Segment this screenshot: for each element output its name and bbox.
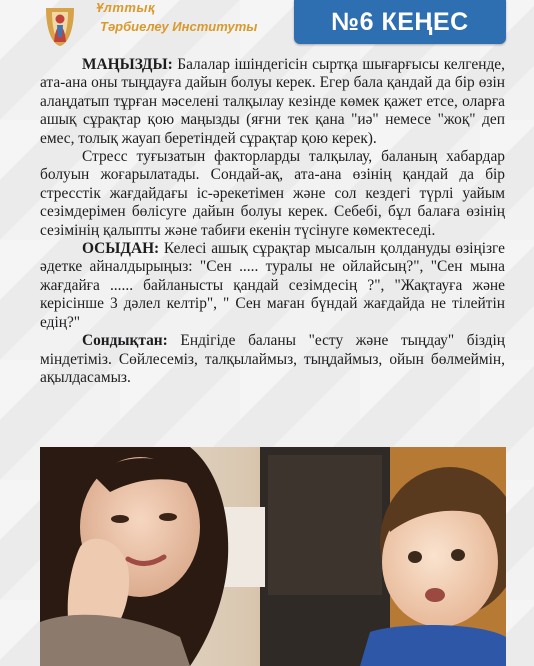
institute-name-line2: Тәрбиелеу Институты	[100, 19, 258, 34]
paragraph-body: Балалар ішіндегісін сыртқа шығарғысы келгенде, ата-ана оны тыңдауға дайын болуы керек. Егер бала қандай да бір өзін алаңдатып тұрған мәселені талқылау кезінде көмек қажет етсе, оларға ашық сұрақтар қою маңызды (яғни тек қана "иә" немесе "жоқ" деп емес, толық жауап беретіндей сұрақтар қою керек).	[40, 56, 505, 147]
paragraph-lead: ОСЫДАН:	[82, 240, 160, 258]
paragraph-body: Ендігіде баланы "есту және тыңдау" біздің міндетіміз. Сөйлесеміз, талқылаймыз, тыңдаймыз, ойын бөлмеймін, ақылдасамыз.	[40, 332, 505, 386]
paragraph-body: Келесі ашық сұрақтар мысалын қолдануды өзіңізге әдетке айналдырыңыз: "Сен ..... туралы не ойлайсың?", "Сен мына жағдайға ...... байланысты қандай сезімдесің ?", "Жақтауға және керісінше 3 дәлел келтір", " Сен маған бүндай жағдайда не тілейтін едің?"	[40, 240, 505, 331]
photo-illustration	[40, 447, 506, 666]
institute-logo-icon	[40, 4, 80, 48]
advice-number-badge	[294, 0, 506, 44]
article-text	[40, 56, 505, 387]
paragraph-therefore	[40, 240, 505, 332]
mother-and-child-photo	[40, 447, 506, 666]
paragraph-lead: Сондықтан:	[82, 332, 168, 350]
paragraph-stress	[40, 148, 505, 240]
paragraph-lead: МАҢЫЗДЫ:	[82, 56, 173, 73]
advice-number-label: №6 КЕҢЕС	[331, 7, 469, 36]
header	[0, 0, 534, 52]
paragraph-conclusion	[40, 332, 505, 387]
paragraph-body: Стресс туғызатын факторларды талқылау, баланың хабардар болуын жоғарылатады. Сондай-ақ, ата-ана өзінің қандай да бір стресстік жағдайдағы іс-әрекетімен және сол кездегі түрлі уайым сезімдерімен бөлісуге дайын болуы керек. Себебі, бұл балаға өзінің сезімінің қалыпты және табиғи екенін түсінуге көмектеседі.	[40, 148, 505, 239]
paragraph-important	[40, 56, 505, 148]
institute-name-line1: Ұлттық	[96, 0, 156, 15]
